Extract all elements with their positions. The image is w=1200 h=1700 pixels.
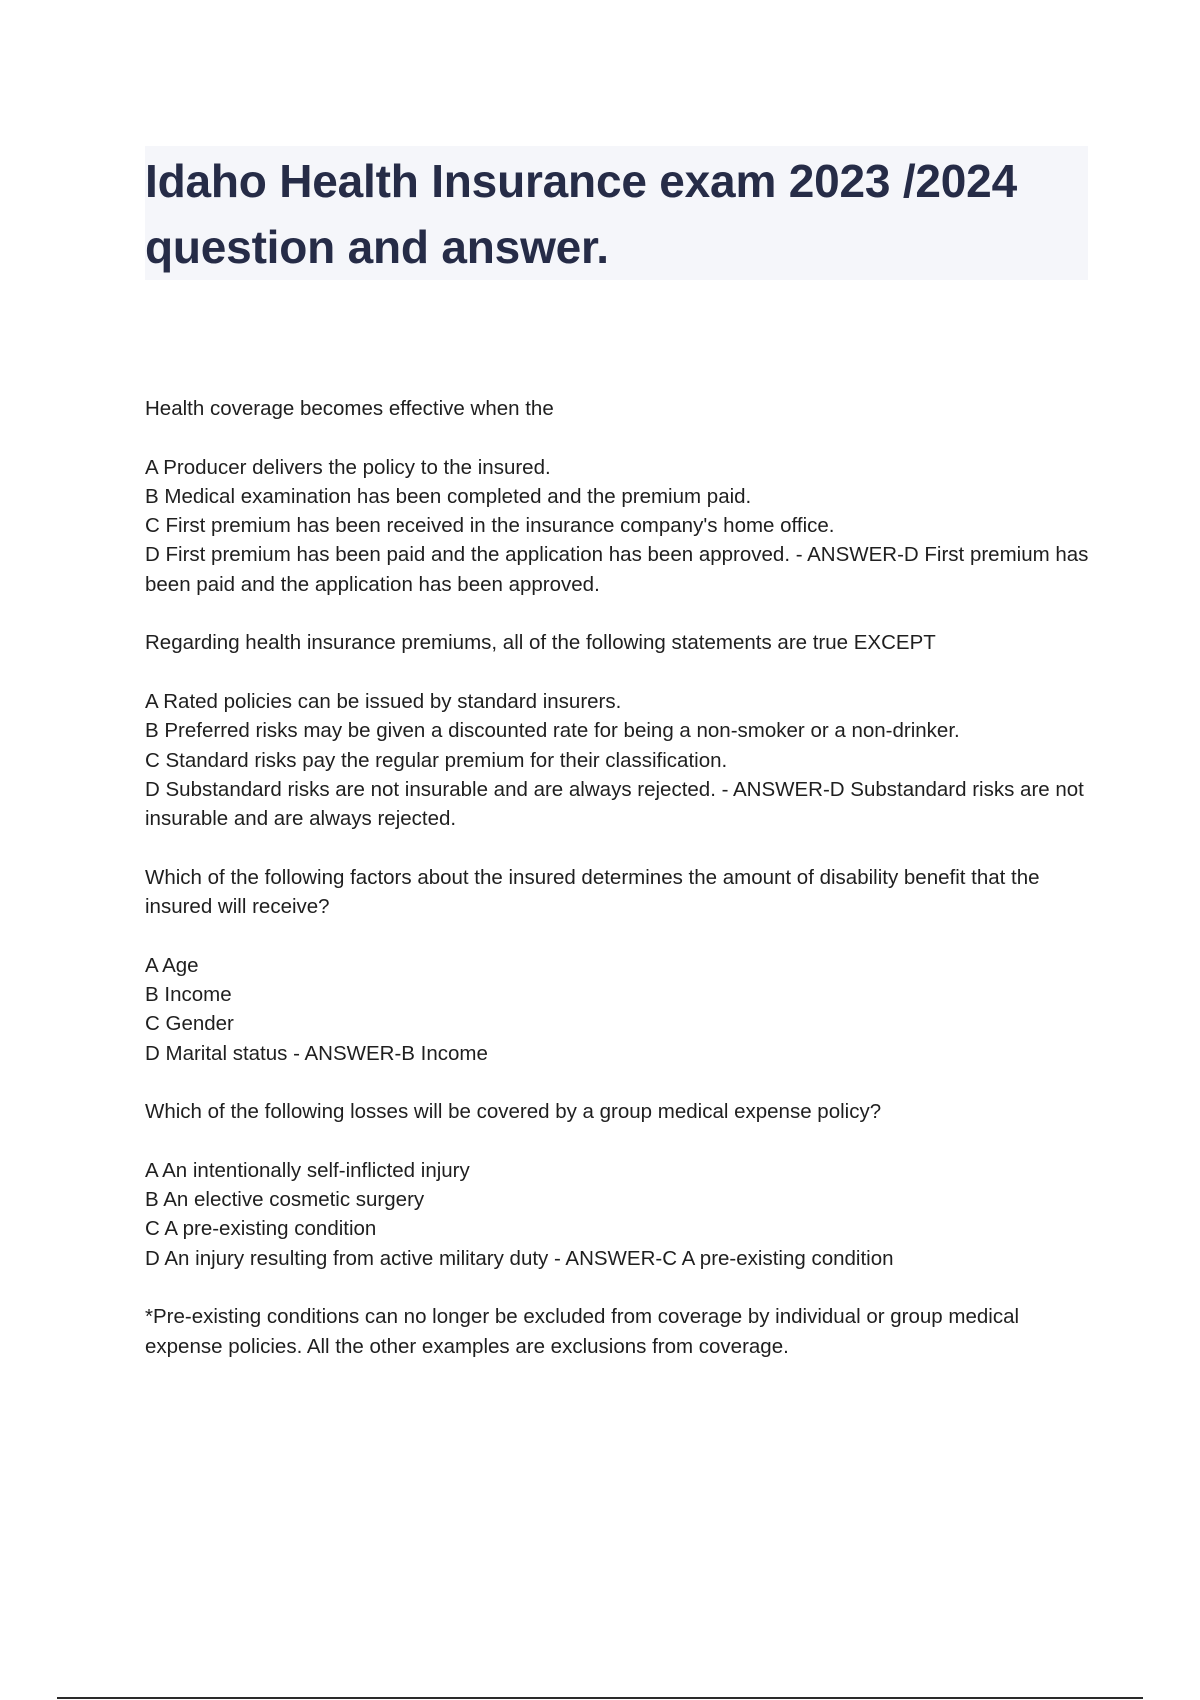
option-d-answer: D First premium has been paid and the application has been approved. - ANSWER-D First premium has been paid and the application has been approved. [145,543,1095,596]
document-body [145,394,1095,1390]
explanation-note [145,1302,1095,1361]
option-d-answer: D Substandard risks are not insurable and are always rejected. - ANSWER-D Substandard risks are not insurable and are always rejected. [145,777,1090,831]
question-4-options [145,1156,1095,1273]
option-b: B Income [145,982,232,1006]
option-b: B Medical examination has been completed and the premium paid. [145,484,752,508]
question-3-options [145,951,1095,1068]
option-a: A An intentionally self-inflicted injury [145,1158,470,1182]
question-text: Which of the following factors about the insured determines the amount of disability benefit that the insured will receive? [145,865,1046,919]
option-d-answer: D An injury resulting from active military duty - ANSWER-C A pre-existing condition [145,1246,894,1270]
question-2 [145,628,1095,657]
option-c: C First premium has been received in the insurance company's home office. [145,514,835,538]
question-1 [145,394,1095,423]
title-block [145,146,1088,280]
question-4 [145,1097,1095,1126]
question-text: Regarding health insurance premiums, all of the following statements are true EXCEPT [145,631,936,655]
question-1-options [145,453,1095,599]
option-d-answer: D Marital status - ANSWER-B Income [145,1041,488,1065]
question-text: Which of the following losses will be covered by a group medical expense policy? [145,1100,882,1124]
note-text: *Pre-existing conditions can no longer be excluded from coverage by individual or group medical expense policies. All the other examples are exclusions from coverage. [145,1305,1025,1358]
question-text: Health coverage becomes effective when the [145,397,554,420]
question-3 [145,863,1095,922]
footer-divider [57,1697,1143,1699]
option-c: C Standard risks pay the regular premium for their classification. [145,748,728,772]
page-title: Idaho Health Insurance exam 2023 /2024 question and answer. [145,155,1017,273]
option-a: A Producer delivers the policy to the insured. [145,455,551,479]
option-a: A Age [145,953,199,977]
option-b: B Preferred risks may be given a discounted rate for being a non-smoker or a non-drinker. [145,719,960,743]
option-b: B An elective cosmetic surgery [145,1188,425,1212]
question-2-options [145,687,1095,833]
option-c: C A pre-existing condition [145,1217,377,1241]
option-c: C Gender [145,1012,234,1036]
option-a: A Rated policies can be issued by standard insurers. [145,689,622,713]
